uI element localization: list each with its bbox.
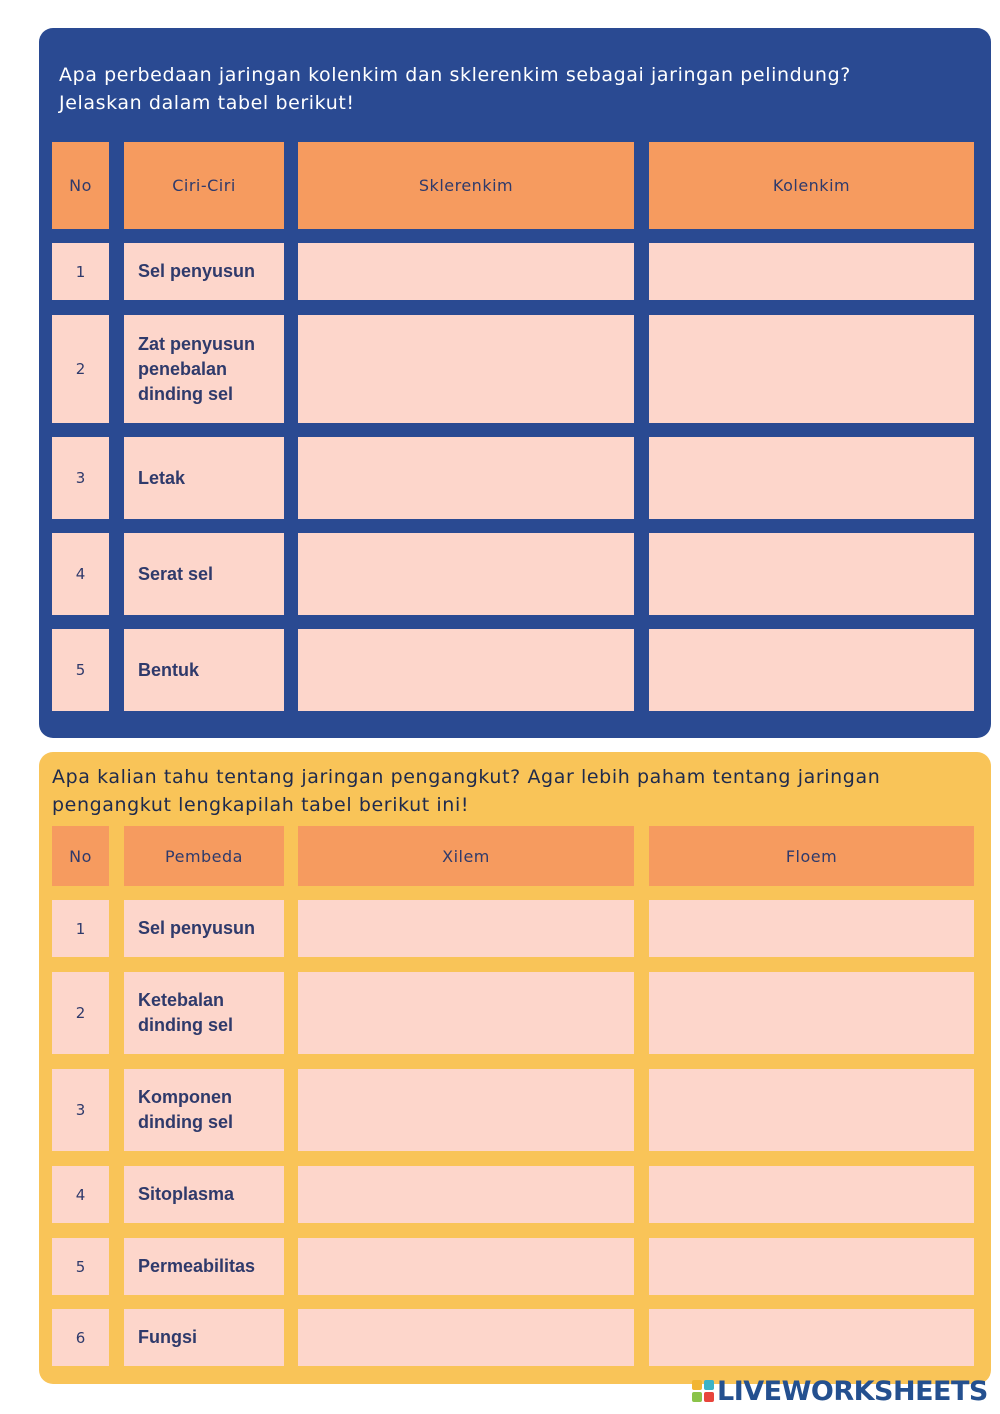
logo-mark-tile [692,1380,702,1390]
header-floem: Floem [649,826,974,886]
row-number: 2 [52,972,109,1054]
answer-cell-floem[interactable] [649,1166,974,1223]
row-number: 6 [52,1309,109,1366]
header-xilem: Xilem [298,826,634,886]
answer-cell-sklerenkim[interactable] [298,437,634,519]
row-label [124,1166,284,1223]
section2-prompt-line1: Apa kalian tahu tentang jaringan pengangkut? Agar lebih paham tentang jaringan [52,766,881,788]
header-no: No [52,826,109,886]
row-number: 1 [52,243,109,300]
answer-cell-xilem[interactable] [298,1238,634,1295]
row-number: 5 [52,629,109,711]
row-label [124,315,284,423]
row-label-text: Bentuk [138,659,200,680]
row-number: 4 [52,1166,109,1223]
section-transport-tissue [39,752,991,1384]
row-label [124,972,284,1054]
answer-cell-sklerenkim[interactable] [298,533,634,615]
row-label [124,1069,284,1151]
answer-cell-xilem[interactable] [298,1309,634,1366]
row-label-text: dinding sel [138,1112,234,1132]
row-label-text: dinding sel [138,383,234,404]
row-label [124,1238,284,1295]
answer-cell-floem[interactable] [649,900,974,957]
liveworksheets-logo [692,1373,988,1409]
header-sklerenkim: Sklerenkim [298,142,634,229]
row-number: 3 [52,1069,109,1151]
row-label [124,1309,284,1366]
row-label-text: Fungsi [138,1327,197,1347]
row-number: 1 [52,900,109,957]
row-label-text: Zat penyusun [138,333,256,354]
answer-cell-floem[interactable] [649,1309,974,1366]
row-label [124,629,284,711]
section2-prompt [52,763,880,819]
logo-mark-tile [704,1392,714,1402]
logo-mark-tile [704,1380,714,1390]
row-label-text: Ketebalan [138,990,225,1010]
answer-cell-xilem[interactable] [298,900,634,957]
answer-cell-sklerenkim[interactable] [298,243,634,300]
row-number: 3 [52,437,109,519]
logo-mark-tile [692,1392,702,1402]
logo-mark-icon [692,1380,714,1402]
row-label [124,437,284,519]
answer-cell-floem[interactable] [649,1069,974,1151]
row-number: 2 [52,315,109,423]
answer-cell-kolenkim[interactable] [649,243,974,300]
row-label-text: Letak [138,467,186,488]
header-feature: Pembeda [124,826,284,886]
header-feature: Ciri-Ciri [124,142,284,229]
section2-prompt-line2: pengangkut lengkapilah tabel berikut ini! [52,794,470,816]
answer-cell-kolenkim[interactable] [649,629,974,711]
answer-cell-kolenkim[interactable] [649,437,974,519]
row-number: 5 [52,1238,109,1295]
row-label [124,243,284,300]
section-protective-tissue [39,28,991,738]
answer-cell-kolenkim[interactable] [649,315,974,423]
answer-cell-floem[interactable] [649,972,974,1054]
logo-wordmark: LIVEWORKSHEETS [717,1375,988,1407]
section1-prompt-line1: Apa perbedaan jaringan kolenkim dan sklerenkim sebagai jaringan pelindung? [59,64,851,86]
row-label-text: penebalan [138,358,228,379]
answer-cell-xilem[interactable] [298,1166,634,1223]
section1-prompt-line2: Jelaskan dalam tabel berikut! [59,92,355,114]
answer-cell-sklerenkim[interactable] [298,629,634,711]
row-label-text: Komponen [138,1087,232,1107]
row-label [124,900,284,957]
row-label-text: Sitoplasma [138,1184,235,1204]
header-kolenkim: Kolenkim [649,142,974,229]
answer-cell-xilem[interactable] [298,1069,634,1151]
row-label [124,533,284,615]
header-no: No [52,142,109,229]
answer-cell-xilem[interactable] [298,972,634,1054]
row-label-text: dinding sel [138,1015,234,1035]
row-label-text: Permeabilitas [138,1256,256,1276]
row-label-text: Sel penyusun [138,261,256,281]
answer-cell-kolenkim[interactable] [649,533,974,615]
row-label-text: Sel penyusun [138,918,256,938]
answer-cell-sklerenkim[interactable] [298,315,634,423]
row-label-text: Serat sel [138,563,214,584]
row-number: 4 [52,533,109,615]
answer-cell-floem[interactable] [649,1238,974,1295]
section1-prompt [59,61,851,117]
